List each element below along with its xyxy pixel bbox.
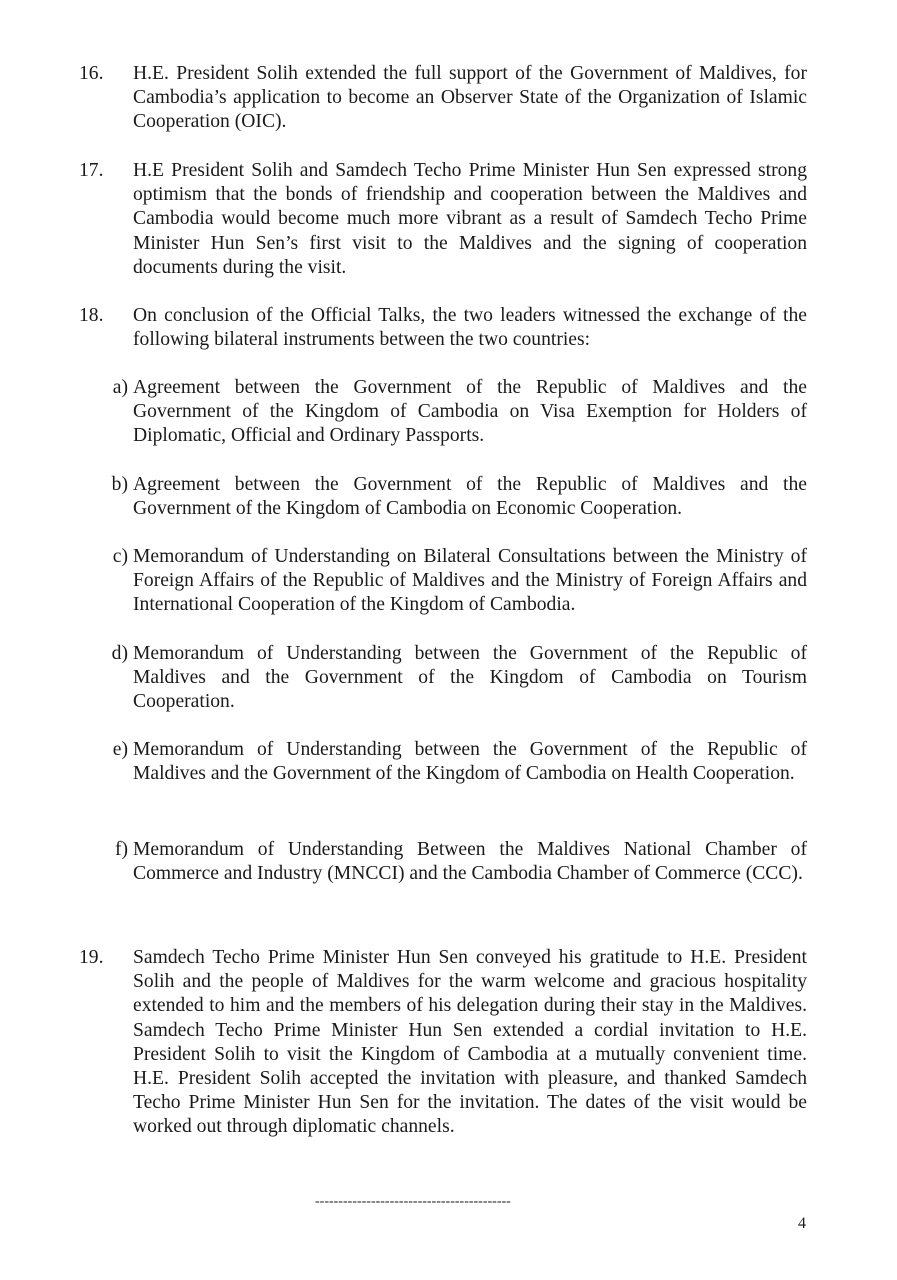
instrument-item-b: [104, 473, 807, 521]
instrument-letter: e): [112, 739, 128, 760]
instrument-text: Agreement between the Government of the Republic of Maldives and the Government of the Kingdom of Cambodia on Visa Exemption for Holders of Diplomatic, Official and Ordinary Passports.: [133, 377, 807, 447]
instrument-text: Agreement between the Government of the Republic of Maldives and the Government of the Kingdom of Cambodia on Economic Cooperation.: [133, 474, 807, 520]
instrument-letter: a): [112, 377, 128, 398]
paragraph-text: Samdech Techo Prime Minister Hun Sen conveyed his gratitude to H.E. President Solih and the people of Maldives for the warm welcome and gracious hospitality extended to him and the members of his delegation during their stay in the Maldives. Samdech Techo Prime Minister Hun Sen extended a cordial invitation to H.E. President Solih to visit the Kingdom of Cambodia at a mutually convenient time. H.E. President Solih accepted the invitation with pleasure, and thanked Samdech Techo Prime Minister Hun Sen for the invitation. The dates of the visit would be worked out through diplomatic channels.: [133, 947, 807, 1138]
paragraph-number: 18.: [79, 305, 104, 326]
paragraph-text: H.E. President Solih extended the full support of the Government of Maldives, for Cambodia’s application to become an Observer State of the Organization of Islamic Cooperation (OIC).: [133, 63, 807, 133]
paragraph-17: [79, 159, 807, 280]
instrument-text: Memorandum of Understanding Between the Maldives National Chamber of Commerce and Industry (MNCCI) and the Cambodia Chamber of Commerce (CCC).: [133, 839, 807, 885]
paragraph-16: [79, 62, 807, 135]
paragraph-text: On conclusion of the Official Talks, the two leaders witnessed the exchange of the following bilateral instruments between the two countries:: [133, 305, 807, 351]
instrument-text: Memorandum of Understanding on Bilateral Consultations between the Ministry of Foreign Affairs of the Republic of Maldives and the Ministry of Foreign Affairs and International Cooperation of the Kingdom of Cambodia.: [133, 546, 807, 616]
instrument-letter: d): [111, 643, 128, 664]
instrument-letter: c): [112, 546, 128, 567]
instrument-item-a: [104, 376, 807, 449]
instrument-item-c: [104, 545, 807, 618]
instrument-item-e: [104, 738, 807, 786]
instrument-text: Memorandum of Understanding between the Government of the Republic of Maldives and the Government of the Kingdom of Cambodia on Tourism Cooperation.: [133, 643, 807, 713]
paragraph-19: [79, 946, 807, 1140]
page-number: 4: [798, 1215, 806, 1232]
footer-divider: ------------------------------------------: [315, 1194, 511, 1209]
instrument-letter: b): [111, 474, 128, 495]
paragraph-18: [79, 304, 807, 352]
paragraph-number: 16.: [79, 63, 104, 84]
instrument-item-d: [104, 642, 807, 715]
paragraph-number: 17.: [79, 160, 104, 181]
instrument-letter: f): [114, 839, 128, 860]
instrument-text: Memorandum of Understanding between the Government of the Republic of Maldives and the Government of the Kingdom of Cambodia on Health Cooperation.: [133, 739, 807, 785]
paragraph-text: H.E President Solih and Samdech Techo Prime Minister Hun Sen expressed strong optimism that the bonds of friendship and cooperation between the Maldives and Cambodia would become much more vibrant as a result of Samdech Techo Prime Minister Hun Sen’s first visit to the Maldives and the signing of cooperation documents during the visit.: [133, 160, 807, 278]
instrument-item-f: [104, 838, 807, 886]
paragraph-number: 19.: [79, 947, 104, 968]
